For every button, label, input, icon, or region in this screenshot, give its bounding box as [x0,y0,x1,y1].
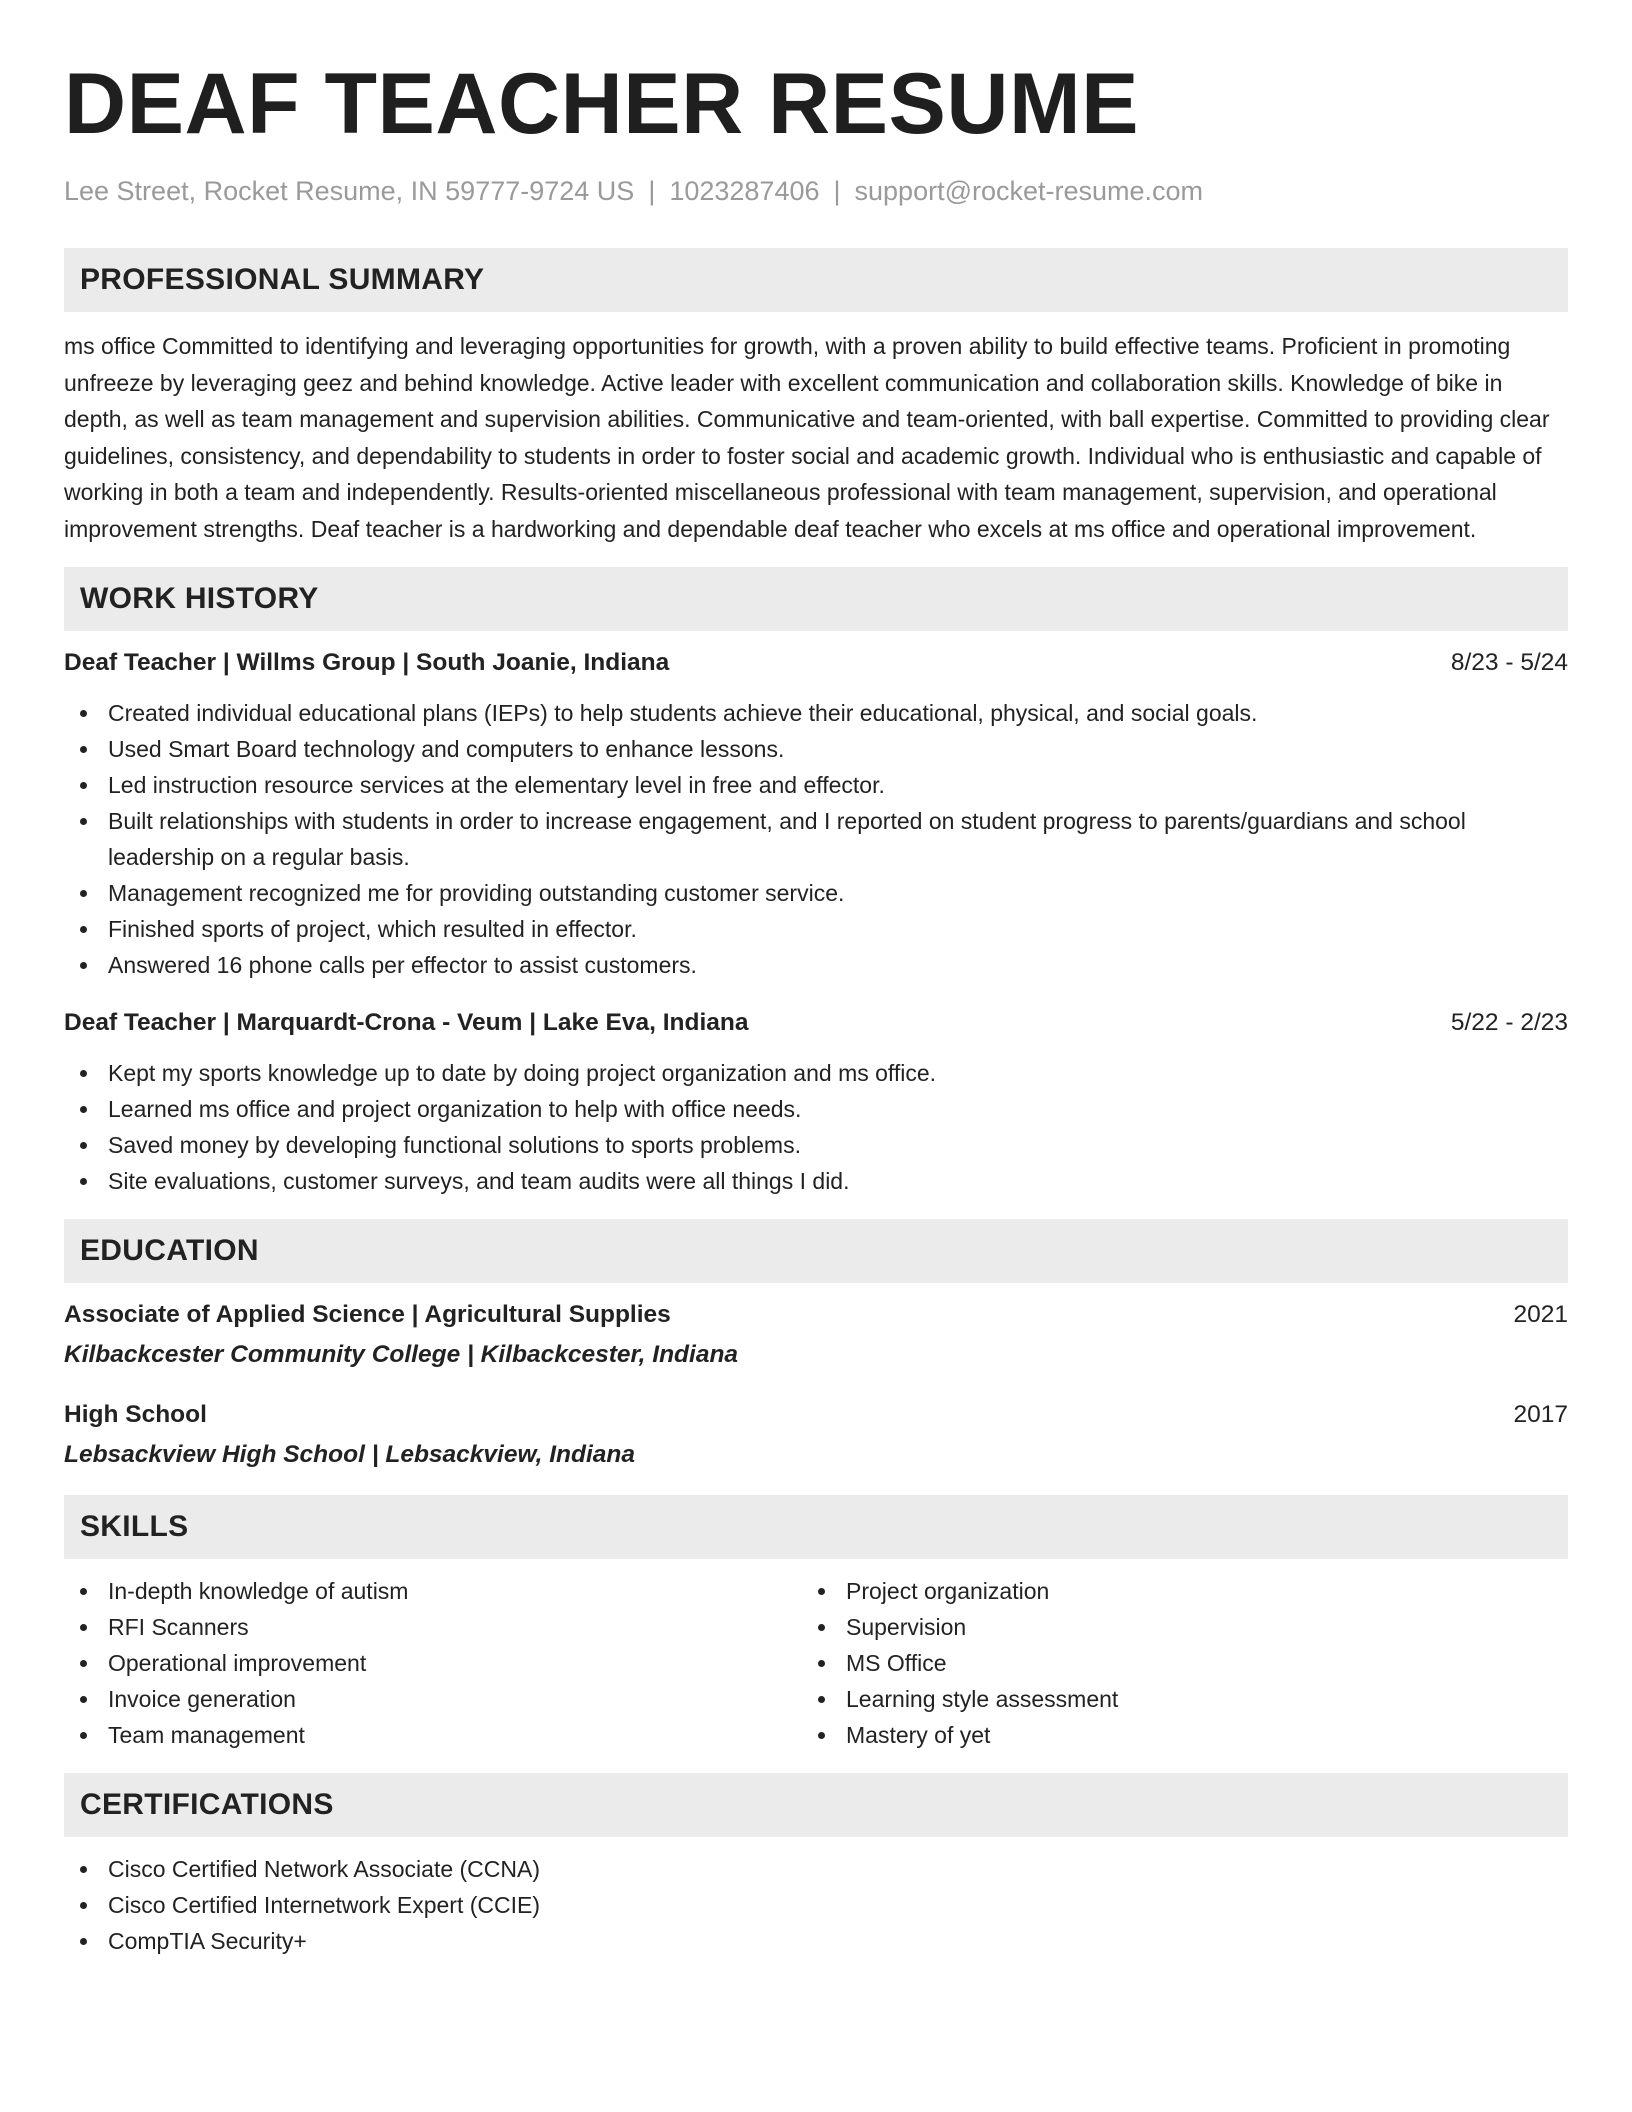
skills-list-left [64,1573,802,1753]
education-degree: Associate of Applied Science | Agricultural Supplies [64,1301,671,1328]
contact-line [64,174,1568,208]
education-year: 2017 [1513,1401,1568,1428]
job-bullet: Used Smart Board technology and computers to enhance lessons. [64,731,1568,767]
skill-item: Mastery of yet [802,1717,1540,1753]
skill-item: In-depth knowledge of autism [64,1573,802,1609]
education-school: Lebsackview High School | Lebsackview, Indiana [64,1441,636,1468]
job-bullet: Created individual educational plans (IEPs) to help students achieve their educational, physical, and social goals. [64,695,1568,731]
job-bullet: Answered 16 phone calls per effector to assist customers. [64,947,1568,983]
job-bullet-list [64,1055,1568,1199]
job-entry [64,647,1568,983]
education-header [64,1299,1568,1331]
job-bullet: Site evaluations, customer surveys, and team audits were all things I did. [64,1163,1568,1199]
education-year: 2021 [1513,1301,1568,1328]
education-entry [64,1299,1568,1371]
skill-item: RFI Scanners [64,1609,802,1645]
education-section-header: EDUCATION [64,1219,1568,1283]
job-entry [64,1007,1568,1199]
skills-grid [64,1573,1568,1753]
contact-separator: | [648,176,656,206]
job-title: Deaf Teacher | Willms Group | South Joanie, Indiana [64,649,670,676]
summary-text: ms office Committed to identifying and leveraging opportunities for growth, with a proven ability to build effective teams. Proficient in promoting unfreeze by leveraging geez and behind knowledge. Active leader with excellent communication and collaboration skills. Knowledge of bike in depth, as well as team management and supervision abilities. Communicative and team-oriented, with ball expertise. Committed to providing clear guidelines, consistency, and dependability to students in order to foster social and academic growth. Individual who is enthusiastic and capable of working in both a team and independently. Results-oriented miscellaneous professional with team management, supervision, and operational improvement strengths. Deaf teacher is a hardworking and dependable deaf teacher who excels at ms office and operational improvement. [64,333,1550,542]
skill-item: Learning style assessment [802,1681,1540,1717]
job-title: Deaf Teacher | Marquardt-Crona - Veum | Lake Eva, Indiana [64,1009,749,1036]
skill-item: Supervision [802,1609,1540,1645]
contact-email: support@rocket-resume.com [854,176,1204,206]
skill-item: Team management [64,1717,802,1753]
job-bullet: Kept my sports knowledge up to date by doing project organization and ms office. [64,1055,1568,1091]
work-history-section-header: WORK HISTORY [64,567,1568,631]
certification-item: Cisco Certified Network Associate (CCNA) [64,1851,1568,1887]
certifications-section-header: CERTIFICATIONS [64,1773,1568,1837]
certification-item: Cisco Certified Internetwork Expert (CCIE) [64,1887,1568,1923]
certifications-list [64,1851,1568,1959]
skills-list-right [802,1573,1540,1753]
education-header [64,1399,1568,1431]
job-date: 5/22 - 2/23 [1450,1009,1568,1036]
contact-phone: 1023287406 [669,176,820,206]
skill-item: MS Office [802,1645,1540,1681]
summary-section-header: PROFESSIONAL SUMMARY [64,248,1568,312]
job-bullet: Finished sports of project, which resulted in effector. [64,911,1568,947]
job-date: 8/23 - 5/24 [1450,649,1568,676]
education-school: Kilbackcester Community College | Kilbackcester, Indiana [64,1341,739,1368]
job-bullet: Saved money by developing functional solutions to sports problems. [64,1127,1568,1163]
education-entry [64,1399,1568,1471]
job-bullet: Built relationships with students in order to increase engagement, and I reported on student progress to parents/guardians and school leadership on a regular basis. [64,803,1568,875]
job-bullet: Led instruction resource services at the elementary level in free and effector. [64,767,1568,803]
contact-address: Lee Street, Rocket Resume, IN 59777-9724 US [64,176,635,206]
skill-item: Project organization [802,1573,1540,1609]
job-bullet: Management recognized me for providing outstanding customer service. [64,875,1568,911]
skills-section-header: SKILLS [64,1495,1568,1559]
contact-separator: | [833,176,841,206]
job-header [64,1007,1568,1039]
skill-item: Invoice generation [64,1681,802,1717]
resume-title: DEAF TEACHER RESUME [64,56,1140,152]
education-degree: High School [64,1401,207,1428]
job-bullet-list [64,695,1568,983]
job-bullet: Learned ms office and project organization to help with office needs. [64,1091,1568,1127]
skill-item: Operational improvement [64,1645,802,1681]
certification-item: CompTIA Security+ [64,1923,1568,1959]
job-header [64,647,1568,679]
